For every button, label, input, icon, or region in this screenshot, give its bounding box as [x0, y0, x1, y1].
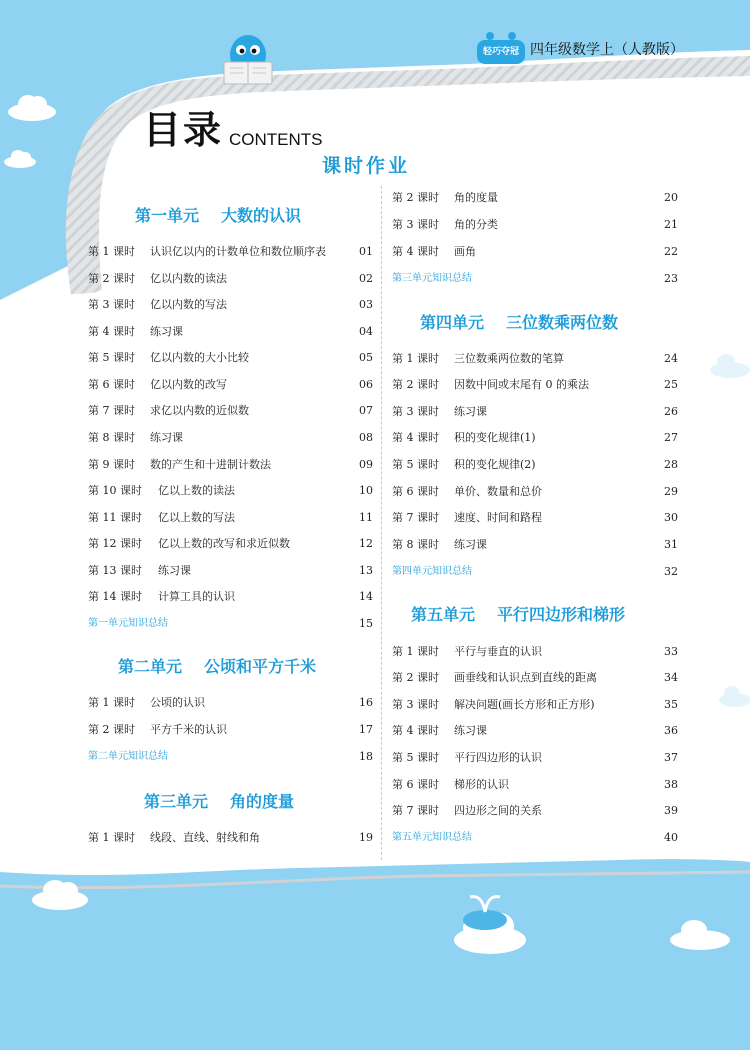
toc-row[interactable]: 第 3 课时 亿以内数的写法 03	[88, 298, 373, 311]
brand-name: 轻巧夺冠	[482, 47, 519, 57]
toc-row[interactable]: 第 2 课时 画垂线和认识点到直线的距离 34	[392, 671, 678, 684]
toc-row[interactable]: 第 1 课时 公顷的认识 16	[88, 696, 373, 709]
toc-row[interactable]: 第 14 课时 计算工具的认识 14	[88, 590, 373, 603]
toc-row[interactable]: 第 5 课时 平行四边形的认识 37	[392, 751, 678, 764]
toc-row[interactable]: 第 5 课时 亿以内数的大小比较 05	[88, 351, 373, 364]
unit-summary-row[interactable]: 第五单元知识总结 40	[392, 831, 678, 844]
toc-row[interactable]: 第 2 课时 平方千米的认识 17	[88, 723, 373, 736]
toc-row[interactable]: 第 10 课时 亿以上数的读法 10	[88, 484, 373, 497]
toc-row[interactable]: 第 4 课时 画角 22	[392, 245, 678, 258]
toc-row[interactable]: 第 8 课时 练习课 31	[392, 538, 678, 551]
toc-row[interactable]: 第 3 课时 练习课 26	[392, 405, 678, 418]
toc-row[interactable]: 第 1 课时 认识亿以内的计数单位和数位顺序表 01	[88, 245, 373, 258]
toc-row[interactable]: 第 2 课时 因数中间或末尾有 0 的乘法 25	[392, 378, 678, 391]
toc-row[interactable]: 第 13 课时 练习课 13	[88, 564, 373, 577]
unit-heading: 第三单元 角的度量	[144, 792, 295, 811]
column-divider	[381, 186, 382, 860]
toc-row[interactable]: 第 2 课时 亿以内数的读法 02	[88, 272, 373, 285]
toc-row[interactable]: 第 6 课时 亿以内数的改写 06	[88, 378, 373, 391]
unit-heading: 第五单元 平行四边形和梯形	[411, 605, 626, 624]
toc-row[interactable]: 第 6 课时 单价、数量和总价 29	[392, 485, 678, 498]
book-title: 四年级数学上（人教版）	[530, 42, 684, 58]
toc-row[interactable]: 第 12 课时 亿以上数的改写和求近似数 12	[88, 537, 373, 550]
unit-heading: 第一单元 大数的认识	[135, 206, 302, 225]
toc-row[interactable]: 第 4 课时 积的变化规律(1) 27	[392, 431, 678, 444]
toc-row[interactable]: 第 1 课时 三位数乘两位数的笔算 24	[392, 352, 678, 365]
unit-summary-row[interactable]: 第一单元知识总结 15	[88, 617, 373, 630]
toc-row[interactable]: 第 8 课时 练习课 08	[88, 431, 373, 444]
unit-summary-row[interactable]: 第三单元知识总结 23	[392, 272, 678, 285]
page-title: 目录	[143, 108, 224, 152]
toc-row[interactable]: 第 1 课时 平行与垂直的认识 33	[392, 645, 678, 658]
unit-heading: 第二单元 公顷和平方千米	[118, 657, 317, 676]
unit-summary-row[interactable]: 第四单元知识总结 32	[392, 565, 678, 578]
section-subtitle: 课时作业	[322, 155, 411, 177]
toc-row[interactable]: 第 3 课时 解决问题(画长方形和正方形) 35	[392, 698, 678, 711]
toc-row[interactable]: 第 7 课时 速度、时间和路程 30	[392, 511, 678, 524]
unit-summary-row[interactable]: 第二单元知识总结 18	[88, 750, 373, 763]
toc-row[interactable]: 第 11 课时 亿以上数的写法 11	[88, 511, 373, 524]
toc-row[interactable]: 第 5 课时 积的变化规律(2) 28	[392, 458, 678, 471]
toc-row[interactable]: 第 7 课时 四边形之间的关系 39	[392, 804, 678, 817]
page-title-en: CONTENTS	[229, 130, 323, 149]
toc-row[interactable]: 第 9 课时 数的产生和十进制计数法 09	[88, 458, 373, 471]
toc-row[interactable]: 第 7 课时 求亿以内数的近似数 07	[88, 404, 373, 417]
toc-row[interactable]: 第 4 课时 练习课 04	[88, 325, 373, 338]
unit-heading: 第四单元 三位数乘两位数	[420, 313, 619, 332]
toc-row[interactable]: 第 3 课时 角的分类 21	[392, 218, 678, 231]
toc-row[interactable]: 第 2 课时 角的度量 20	[392, 191, 678, 204]
toc-row[interactable]: 第 1 课时 线段、直线、射线和角 19	[88, 831, 373, 844]
toc-row[interactable]: 第 4 课时 练习课 36	[392, 724, 678, 737]
toc-row[interactable]: 第 6 课时 梯形的认识 38	[392, 778, 678, 791]
